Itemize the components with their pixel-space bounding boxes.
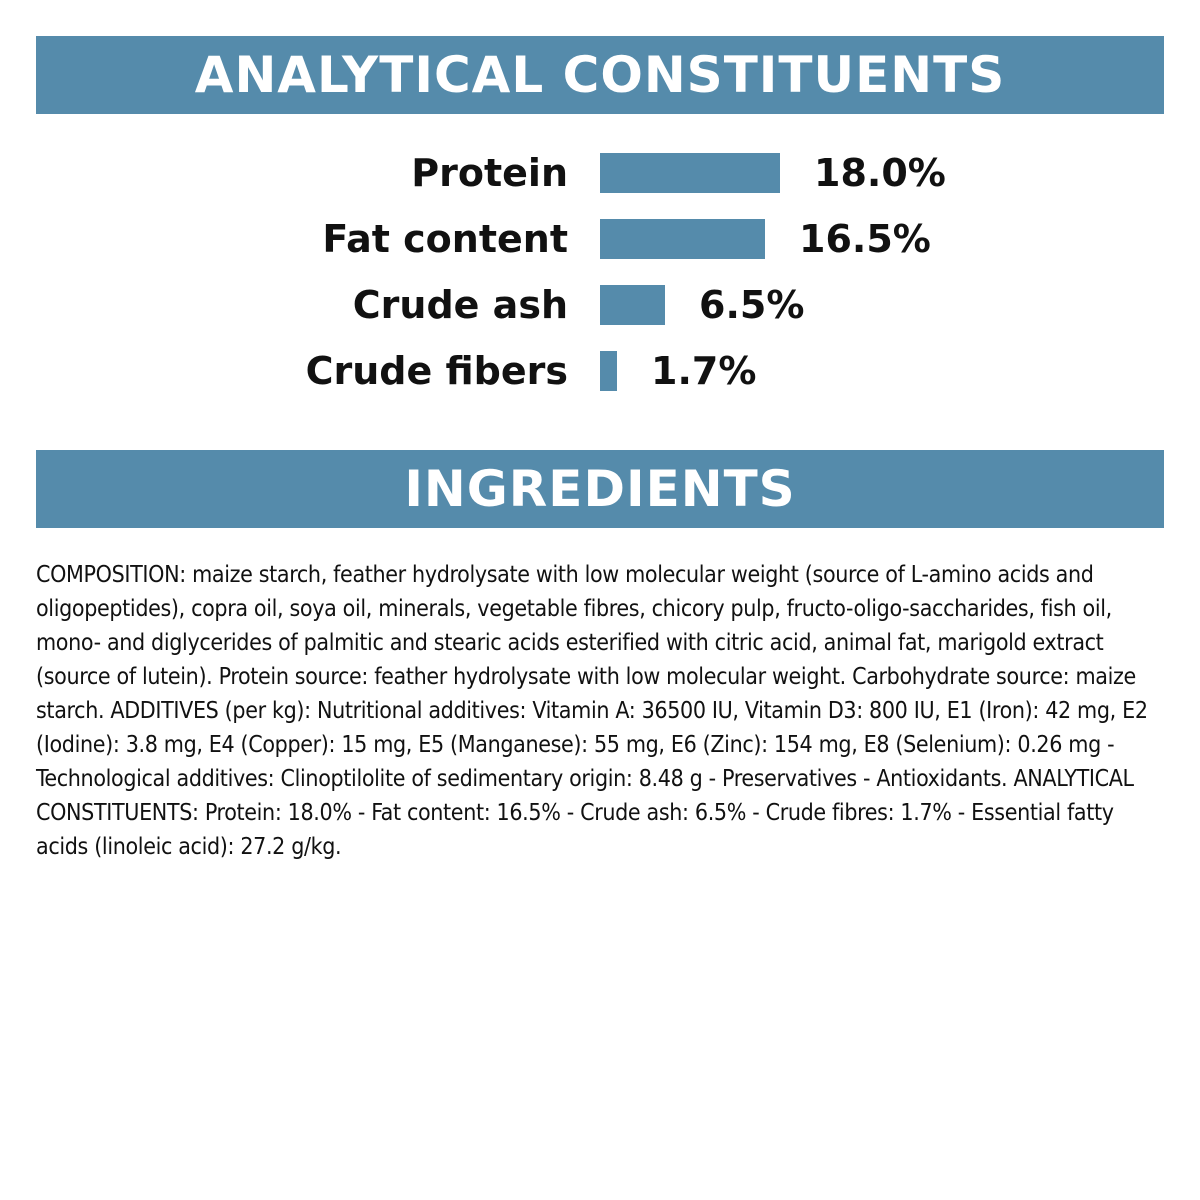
category-label-protein: Protein <box>411 151 568 195</box>
bar-crude-fibers <box>600 351 617 391</box>
value-label-protein: 18.0% <box>814 151 946 195</box>
composition-text: COMPOSITION: maize starch, feather hydrolysate with low molecular weight (source of L-amino acids and oligopeptides), copra oil, soya oil, minerals, vegetable fibres, chicory pulp, fructo-oligo-saccharides, fish oil, mono- and diglycerides of palmitic and stearic acids esterified with citric acid, animal fat, marigold extract (source of lutein). Protein source: feather hydrolysate with low molecular weight. Carbohydrate source: maize starch. ADDITIVES (per kg): Nutritional additives: Vitamin A: 36500 IU, Vitamin D3: 800 IU, E1 (Iron): 42 mg, E2 (Iodine): 3.8 mg, E4 (Copper): 15 mg, E5 (Manganese): 55 mg, E6 (Zinc): 154 mg, E8 (Selenium): 0.26 mg - Technological additives: Clinoptilolite of sedimentary origin: 8.48 g - Preservatives - Antioxidants. ANALYTICAL CONSTITUENTS: Protein: 18.0% - Fat content: 16.5% - Crude ash: 6.5% - Crude fibres: 1.7% - Essential fatty acids (linoleic acid): 27.2 g/kg. <box>36 562 1148 860</box>
bar-fat-content <box>600 219 765 259</box>
bar-crude-ash <box>600 285 665 325</box>
category-label-fat-content: Fat content <box>322 217 568 261</box>
analytical-constituents-heading: ANALYTICAL CONSTITUENTS <box>36 36 1164 114</box>
category-label-crude-ash: Crude ash <box>352 283 568 327</box>
value-label-crude-fibers: 1.7% <box>651 349 757 393</box>
analytical-constituents-chart <box>0 140 1200 410</box>
value-label-fat-content: 16.5% <box>799 217 931 261</box>
ingredients-heading: INGREDIENTS <box>36 450 1164 528</box>
value-label-crude-ash: 6.5% <box>699 283 805 327</box>
category-label-crude-fibers: Crude fibers <box>305 349 568 393</box>
bar-protein <box>600 153 780 193</box>
